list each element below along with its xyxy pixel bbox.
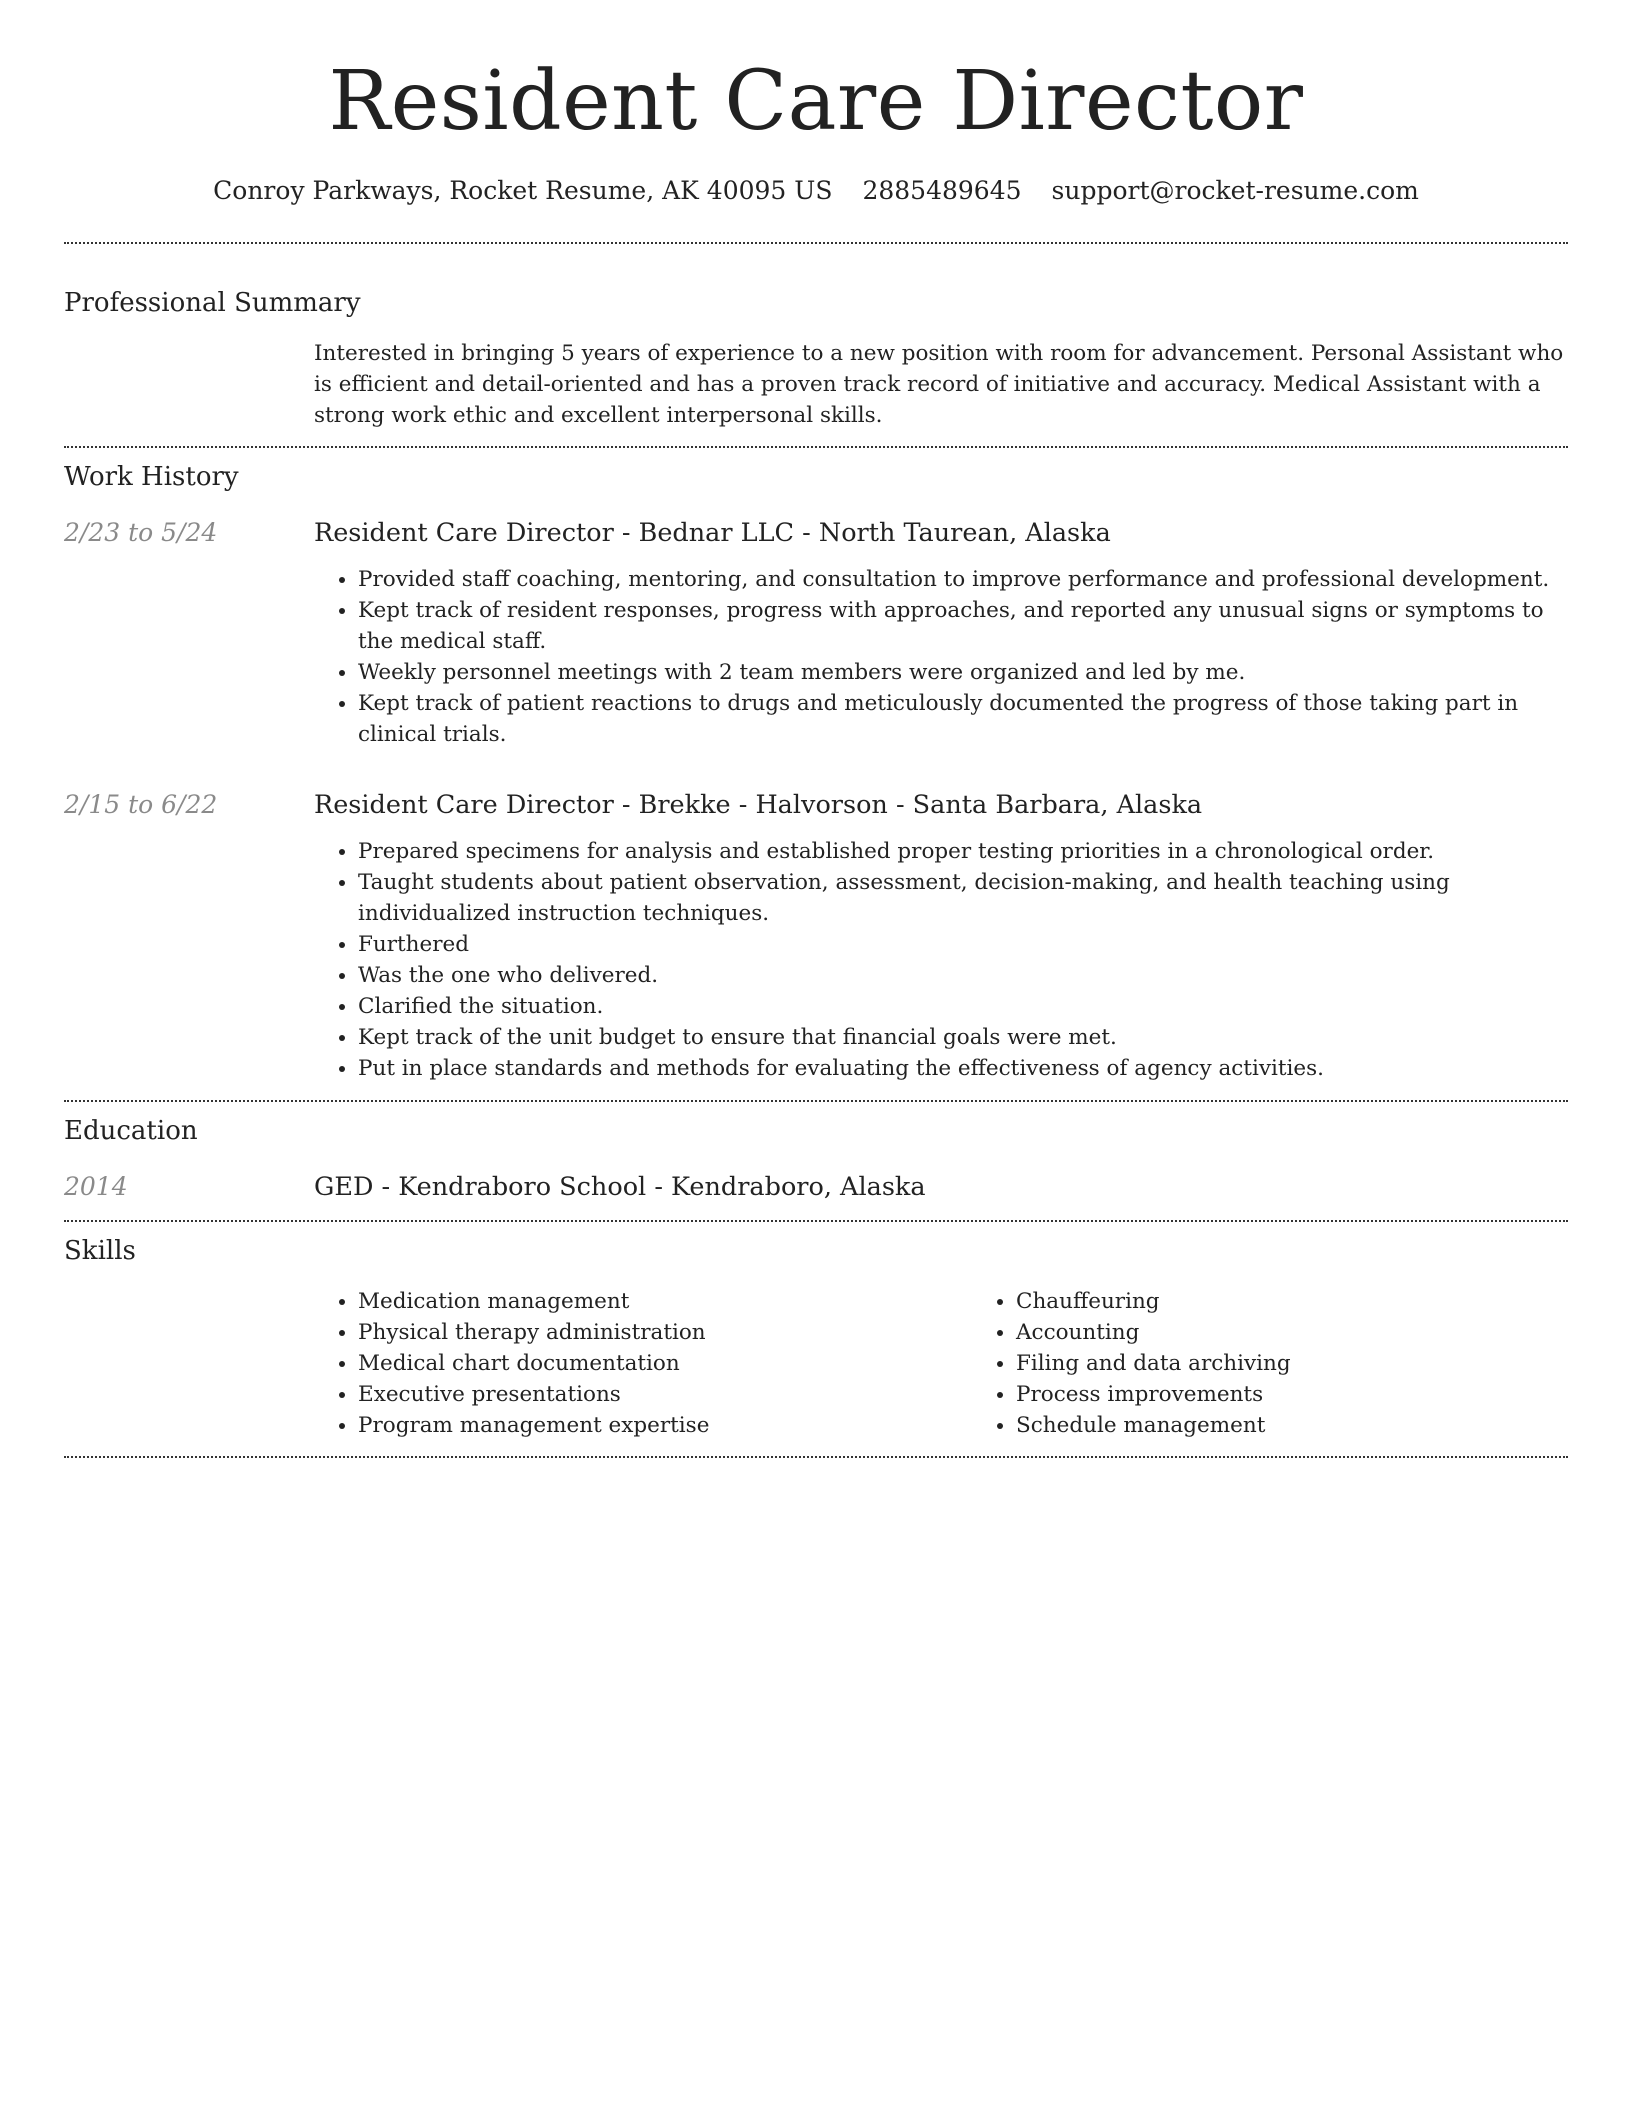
skill-item: • Physical therapy administration bbox=[358, 1317, 972, 1348]
skill-item: • Medical chart documentation bbox=[358, 1348, 972, 1379]
job-title: Resident Care Director - Brekke - Halvorson - Santa Barbara, Alaska bbox=[314, 790, 1203, 820]
skills-divider bbox=[64, 1456, 1568, 1458]
education-degree: GED - Kendraboro School - Kendraboro, Alaska bbox=[314, 1172, 926, 1202]
job-duty: • Weekly personnel meetings with 2 team members were organized and led by me. bbox=[358, 657, 1568, 688]
job-dates: 2/15 to 6/22 bbox=[64, 790, 218, 819]
job-duty: • Put in place standards and methods for evaluating the effectiveness of agency activities. bbox=[358, 1053, 1568, 1084]
skill-item: • Chauffeuring bbox=[1016, 1286, 1568, 1317]
summary-heading: Professional Summary bbox=[64, 288, 361, 318]
skills-column-1 bbox=[314, 1286, 972, 1441]
skill-item: • Process improvements bbox=[1016, 1379, 1568, 1410]
skill-item: • Executive presentations bbox=[358, 1379, 972, 1410]
contact-email: support@rocket-resume.com bbox=[1051, 176, 1419, 205]
job-duty: • Taught students about patient observation, assessment, decision-making, and health teaching using individualized instruction techniques. bbox=[358, 867, 1568, 929]
job-duties bbox=[314, 836, 1568, 1084]
skill-item: • Medication management bbox=[358, 1286, 972, 1317]
summary-body bbox=[314, 338, 1568, 431]
skills-column-2 bbox=[972, 1286, 1568, 1441]
education-divider bbox=[64, 1220, 1568, 1222]
work-history-divider bbox=[64, 1100, 1568, 1102]
job-duty: • Kept track of patient reactions to drugs and meticulously documented the progress of those taking part in clinical trials. bbox=[358, 688, 1568, 750]
summary-spacer bbox=[64, 338, 314, 431]
job-duty: • Provided staff coaching, mentoring, and consultation to improve performance and professional development. bbox=[358, 564, 1568, 595]
summary-divider bbox=[64, 446, 1568, 448]
job-duty: • Clarified the situation. bbox=[358, 991, 1568, 1022]
job-duty: • Kept track of resident responses, progress with approaches, and reported any unusual signs or symptoms to the medical staff. bbox=[358, 595, 1568, 657]
job-duties bbox=[314, 564, 1568, 750]
skills-section bbox=[64, 1234, 1568, 1441]
education-entry bbox=[64, 1170, 1568, 1204]
education-section bbox=[64, 1114, 1568, 1204]
skills-row bbox=[64, 1286, 1568, 1441]
summary-row bbox=[64, 338, 1568, 431]
work-history-heading: Work History bbox=[64, 462, 239, 492]
education-year: 2014 bbox=[64, 1172, 128, 1201]
skill-item: • Filing and data archiving bbox=[1016, 1348, 1568, 1379]
job-duty: • Prepared specimens for analysis and established proper testing priorities in a chronological order. bbox=[358, 836, 1568, 867]
education-body bbox=[314, 1170, 1568, 1204]
contact-line bbox=[64, 174, 1568, 208]
skill-item: • Accounting bbox=[1016, 1317, 1568, 1348]
job-body bbox=[314, 516, 1568, 750]
job-entry bbox=[64, 788, 1568, 1084]
skills-spacer bbox=[64, 1286, 314, 1441]
job-title: Resident Care Director - Bednar LLC - North Taurean, Alaska bbox=[314, 518, 1111, 548]
skill-item: • Program management expertise bbox=[358, 1410, 972, 1441]
job-body bbox=[314, 788, 1568, 1084]
skill-item: • Schedule management bbox=[1016, 1410, 1568, 1441]
summary-section bbox=[64, 286, 1568, 431]
skills-grid bbox=[314, 1286, 1568, 1441]
job-entry bbox=[64, 516, 1568, 750]
skills-heading: Skills bbox=[64, 1236, 136, 1266]
job-duty: • Kept track of the unit budget to ensure that financial goals were met. bbox=[358, 1022, 1568, 1053]
job-duty: • Was the one who delivered. bbox=[358, 960, 1568, 991]
job-dates: 2/23 to 5/24 bbox=[64, 518, 218, 547]
header-divider bbox=[64, 242, 1568, 244]
job-duty: • Furthered bbox=[358, 929, 1568, 960]
contact-phone: 2885489645 bbox=[862, 176, 1022, 205]
summary-text: Interested in bringing 5 years of experience to a new position with room for advancement. Personal Assistant who is efficient and detail-oriented and has a proven track record of initiative and accuracy. Medical Assistant with a strong work ethic and excellent interpersonal skills. bbox=[314, 341, 1564, 428]
education-heading: Education bbox=[64, 1116, 198, 1146]
resume-name: Resident Care Director bbox=[328, 54, 1304, 149]
work-history-section bbox=[64, 460, 1568, 1084]
contact-address: Conroy Parkways, Rocket Resume, AK 40095 US bbox=[213, 176, 833, 205]
